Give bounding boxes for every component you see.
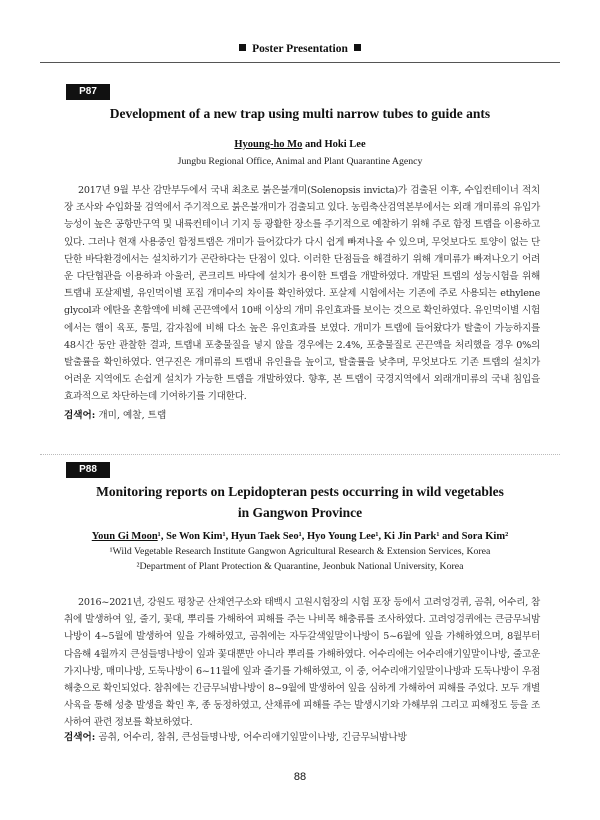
p87-affiliation: Jungbu Regional Office, Animal and Plant Quarantine Agency [177,156,423,167]
p87-keywords-label: 검색어: [64,410,96,421]
poster-tag-p88: P88 [66,462,110,478]
p88-other-authors: ¹, Se Won Kim¹, Hyun Taek Seo¹, Hyo Young Lee¹, Ki Jin Park¹ and Sora Kim² [157,531,509,542]
p88-keywords [64,729,540,743]
p88-affiliation-1: ¹Wild Vegetable Research Institute Gangwon Agricultural Research & Extension Services, Korea [109,546,491,557]
section-divider [40,454,560,455]
poster-tag-p87: P87 [66,84,110,100]
p88-presenting-author: Youn Gi Moon [91,531,158,542]
p87-title: Development of a new trap using multi narrow tubes to guide ants [109,106,491,121]
p87-keywords-list: 개미, 예찰, 트랩 [95,410,167,421]
p88-title-line-2: in Gangwon Province [237,505,363,520]
p88-abstract: 2016~2021년, 강원도 평창군 산채연구소와 태백시 고원시험장의 시험 포장 등에서 고려엉겅퀴, 곰취, 어수리, 참취에 발생하여 잎, 줄기, 꽃대, 뿌리를 가해하여 피해를 주는 나비목 해충류를 조사하였다. 고려엉겅퀴에는 큰금무늬밤나방이 4~5월에 발생하여 잎을 가해하였고, 곰취에는 자두갈색잎말이나방이 5~6월에 잎을 가해하였으며, 8월부터 다음해 4월까지 큰섬들명나방이 잎과 꽃대뿐만 아니라 뿌리를 가해하였다. 어수리에는 어수리애기잎말이나방, 줄고운가지나방, 매미나방, 도둑나방이 6~11월에 잎과 줄기를 가해하였고, 이 중, 어수리애기잎말이나방과 도둑나방이 우점 해충으로 확인되었다. 참취에는 긴금무늬밤나방이 8~9월에 발생하여 잎을 심하게 가해하여 피해를 주었다. 모두 개별 사육을 통해 성충 발생을 확인 후, 종 동정하였고, 산채류에 피해를 주는 발생시기와 가해부위 그리고 피해정도 등을 조사하여 관련 정보를 확보하였다. [64,597,540,729]
page-number: 88 [293,771,307,783]
p88-affiliation-2: ²Department of Plant Protection & Quarantine, Jeonbuk National University, Korea [136,560,464,572]
p88-affiliations [62,545,538,574]
p88-title-line-1: Monitoring reports on Lepidopteran pests occurring in wild vegetables [96,484,504,499]
p87-keywords [64,407,540,421]
square-bullet-icon [239,44,246,51]
p88-keywords-label: 검색어: [64,732,96,743]
p88-title [62,481,538,523]
p87-authors [62,139,538,150]
header-label: Poster Presentation [252,43,348,55]
p88-keywords-list: 곰취, 어수리, 참취, 큰섬들명나방, 어수리애기잎말이나방, 긴금무늬밤나방 [95,732,407,743]
square-bullet-icon [354,44,361,51]
p87-other-authors: and Hoki Lee [302,139,366,150]
p87-abstract: 2017년 9월 부산 감만부두에서 국내 최초로 붉은불개미(Solenopsis invicta)가 검출된 이후, 수입컨테이너 적치장 조사와 수입화물 검역에서 주기적으로 붉은불개미가 검출되고 있다. 농림축산검역본부에서는 외래 개미류의 유입가능성이 높은 공항만구역 및 내륙컨테이너 기지 등 광활한 장소를 주기적으로 예찰하기 위해 주로 함정 트랩을 이용하고 있다. 그러나 현재 사용중인 함정트랩은 개미가 들어갔다가 다시 쉽게 빠져나올 수 있으며, 무엇보다도 토양이 없는 단단한 바닥환경에서는 설치하기가 곤란하다는 단점이 있다. 이러한 단점들을 해결하기 위해 개미류가 빠져나오기 어려운 다단협관을 이용하과 아울러, 콘크리트 바닥에 설치가 용이한 트랩을 개발하였다. 개발된 트랩의 성능시험을 위해 트랩내 포살제별, 유인먹이별 포집 개미수의 차이를 확인하였다. 포살제 시험에서는 기존에 주로 사용되는 ethylene glycol과 에탄올 혼합액에 비해 곤끈액에서 10배 이상의 개미 유인효과를 보이는 것으로 확인하였다. 유인먹이별 시험에서는 햄이 육포, 통밀, 감자칩에 비해 다소 높은 유인효과를 보였다. 개미가 트랩에 들어왔다가 탈출이 가능하지를 48시간 동안 관찰한 결과, 트랩내 포충물질을 넣지 않을 경우에는 2.4%, 포충물질로 곤끈액을 처리했을 경우 0%의 탈출률을 확인하였다. 연구진은 개미류의 트랩내 유인율을 높이고, 탈출률을 낮추며, 무엇보다도 기존 트랩의 설치가 어려운 지역에도 손쉽게 설치가 가능한 트랩을 개발하였다. 향후, 본 트랩이 국경지역에서 외래개미류의 국내 침입을 효과적으로 차단하는데 기여하기를 기대한다. [64,185,540,403]
p87-presenting-author: Hyoung-ho Mo [234,139,303,150]
poster-presentation-header [40,38,560,63]
p88-authors [62,531,538,542]
